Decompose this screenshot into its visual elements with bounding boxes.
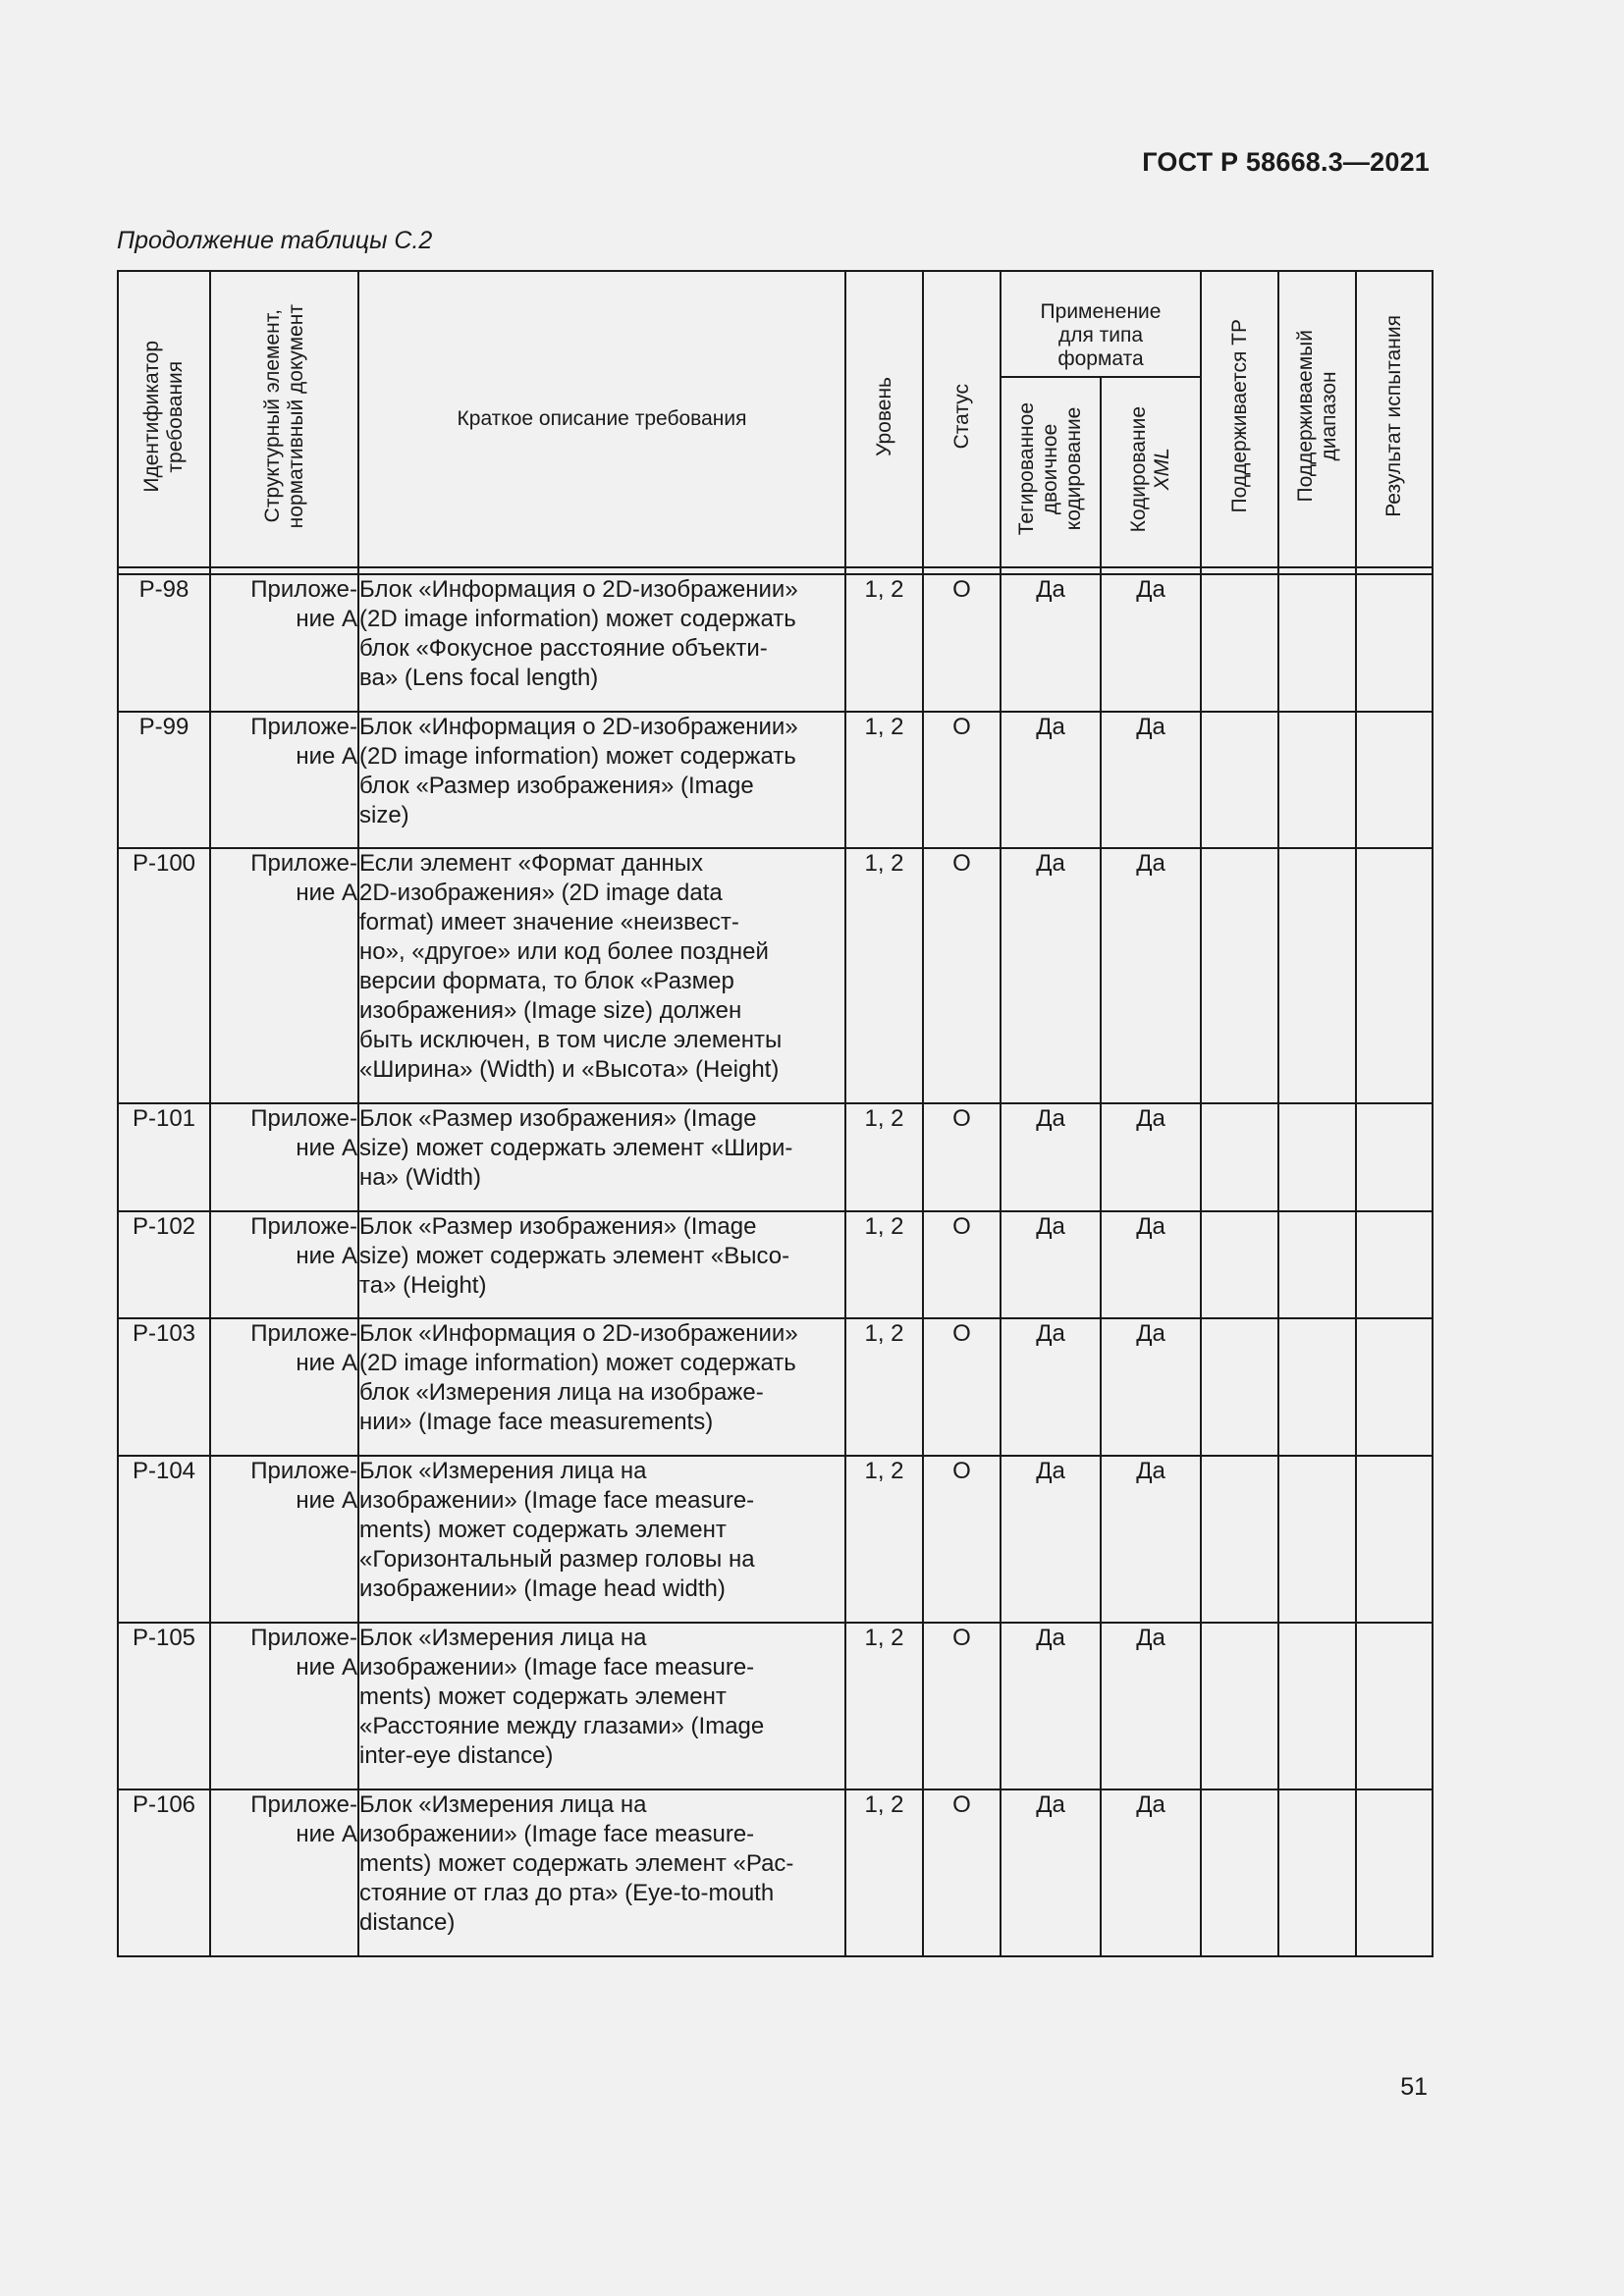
cell-element: Приложе- ние А: [210, 574, 358, 712]
cell-range: [1278, 1318, 1356, 1456]
table-row: [118, 712, 1433, 848]
col-header-result-label: Результат испытания: [1382, 315, 1405, 517]
cell-tr: [1201, 1318, 1278, 1456]
cell-binary: Да: [1001, 1211, 1101, 1318]
col-header-binary: [1001, 377, 1101, 567]
cell-description: Блок «Размер изображения» (Image size) может содержать элемент «Высо- та» (Height): [358, 1211, 845, 1318]
requirements-table: [117, 270, 1434, 1957]
cell-range: [1278, 1211, 1356, 1318]
cell-xml: Да: [1101, 574, 1201, 712]
cell-xml: Да: [1101, 1318, 1201, 1456]
cell-element: Приложе- ние А: [210, 1456, 358, 1623]
cell-description: Блок «Измерения лица на изображении» (Image face measure- ments) может содержать элемент «Расстояние между глазами» (Image inter-eye distance): [358, 1623, 845, 1789]
cell-level: 1, 2: [845, 848, 923, 1103]
cell-range: [1278, 574, 1356, 712]
cell-tr: [1201, 574, 1278, 712]
cell-xml: Да: [1101, 1103, 1201, 1211]
col-header-xml-italic: XML: [1151, 448, 1173, 491]
cell-status: О: [923, 712, 1001, 848]
table-row: [118, 1623, 1433, 1789]
table-row: [118, 1789, 1433, 1956]
cell-element: Приложе- ние А: [210, 1103, 358, 1211]
cell-xml: Да: [1101, 1456, 1201, 1623]
cell-tr: [1201, 1623, 1278, 1789]
cell-element: Приложе- ние А: [210, 1789, 358, 1956]
col-header-binary-label: Тегированное двоичное кодирование: [1015, 402, 1085, 536]
col-header-result: [1356, 271, 1433, 567]
col-header-id: [118, 271, 210, 567]
cell-result: [1356, 848, 1433, 1103]
table-row: [118, 574, 1433, 712]
cell-status: О: [923, 848, 1001, 1103]
cell-result: [1356, 1623, 1433, 1789]
cell-range: [1278, 848, 1356, 1103]
cell-id: P-98: [118, 574, 210, 712]
cell-binary: Да: [1001, 712, 1101, 848]
cell-tr: [1201, 1211, 1278, 1318]
col-header-range-label: Поддерживаемый диапазон: [1293, 330, 1340, 503]
cell-element: Приложе- ние А: [210, 1623, 358, 1789]
cell-binary: Да: [1001, 848, 1101, 1103]
cell-result: [1356, 1211, 1433, 1318]
cell-description: Блок «Измерения лица на изображении» (Image face measure- ments) может содержать элемент «Рас- стояние от глаз до рта» (Eye-to-mouth distance): [358, 1789, 845, 1956]
col-header-level-label: Уровень: [872, 376, 895, 456]
cell-xml: Да: [1101, 1623, 1201, 1789]
cell-status: О: [923, 1103, 1001, 1211]
table-row: [118, 1211, 1433, 1318]
cell-status: О: [923, 1623, 1001, 1789]
cell-xml: Да: [1101, 1211, 1201, 1318]
col-header-id-label: Идентификатор требования: [140, 340, 187, 493]
table-row: [118, 1318, 1433, 1456]
cell-result: [1356, 712, 1433, 848]
cell-range: [1278, 712, 1356, 848]
cell-element: Приложе- ние А: [210, 1211, 358, 1318]
cell-level: 1, 2: [845, 1456, 923, 1623]
cell-status: О: [923, 1456, 1001, 1623]
cell-element: Приложе- ние А: [210, 848, 358, 1103]
cell-id: P-104: [118, 1456, 210, 1623]
table-row: [118, 1103, 1433, 1211]
cell-description: Блок «Информация о 2D-изображении» (2D image information) может содержать блок «Фокусное расстояние объекти- ва» (Lens focal length): [358, 574, 845, 712]
cell-result: [1356, 574, 1433, 712]
cell-tr: [1201, 1103, 1278, 1211]
cell-xml: Да: [1101, 1789, 1201, 1956]
cell-binary: Да: [1001, 1103, 1101, 1211]
col-header-range: [1278, 271, 1356, 567]
page-number: 51: [1400, 2073, 1428, 2101]
cell-tr: [1201, 1789, 1278, 1956]
cell-description: Блок «Размер изображения» (Image size) может содержать элемент «Шири- на» (Width): [358, 1103, 845, 1211]
cell-range: [1278, 1456, 1356, 1623]
cell-result: [1356, 1456, 1433, 1623]
col-header-apply-group-label: Применение для типа формата: [1040, 300, 1162, 370]
table-caption: Продолжение таблицы С.2: [117, 227, 433, 254]
col-header-level: [845, 271, 923, 567]
col-header-description-label: Краткое описание требования: [457, 407, 747, 430]
cell-description: Блок «Информация о 2D-изображении» (2D image information) может содержать блок «Размер изображения» (Image size): [358, 712, 845, 848]
cell-result: [1356, 1789, 1433, 1956]
table-row: [118, 1456, 1433, 1623]
cell-description: Блок «Измерения лица на изображении» (Image face measure- ments) может содержать элемент «Горизонтальный размер головы на изображении» (Image head width): [358, 1456, 845, 1623]
cell-level: 1, 2: [845, 574, 923, 712]
cell-status: О: [923, 574, 1001, 712]
cell-range: [1278, 1623, 1356, 1789]
col-header-xml: [1101, 377, 1201, 567]
cell-binary: Да: [1001, 1318, 1101, 1456]
cell-description: Если элемент «Формат данных 2D-изображения» (2D image data format) имеет значение «неизвест- но», «другое» или код более поздней версии формата, то блок «Размер изображения» (Image size) должен быть исключен, в том числе элементы «Ширина» (Width) и «Высота» (Height): [358, 848, 845, 1103]
cell-tr: [1201, 848, 1278, 1103]
cell-tr: [1201, 1456, 1278, 1623]
document-id: ГОСТ Р 58668.3—2021: [1142, 147, 1430, 177]
cell-level: 1, 2: [845, 712, 923, 848]
cell-id: P-105: [118, 1623, 210, 1789]
cell-id: P-103: [118, 1318, 210, 1456]
cell-binary: Да: [1001, 1456, 1101, 1623]
cell-status: О: [923, 1318, 1001, 1456]
cell-element: Приложе- ние А: [210, 712, 358, 848]
cell-binary: Да: [1001, 574, 1101, 712]
cell-level: 1, 2: [845, 1103, 923, 1211]
cell-id: P-99: [118, 712, 210, 848]
cell-tr: [1201, 712, 1278, 848]
cell-element: Приложе- ние А: [210, 1318, 358, 1456]
col-header-status: [923, 271, 1001, 567]
cell-level: 1, 2: [845, 1789, 923, 1956]
col-header-status-label: Статус: [949, 383, 973, 450]
cell-xml: Да: [1101, 848, 1201, 1103]
cell-id: P-101: [118, 1103, 210, 1211]
cell-level: 1, 2: [845, 1211, 923, 1318]
col-header-apply-group: [1001, 271, 1201, 377]
cell-xml: Да: [1101, 712, 1201, 848]
col-header-description: [358, 271, 845, 567]
cell-description: Блок «Информация о 2D-изображении» (2D image information) может содержать блок «Измерения лица на изображе- нии» (Image face measurements): [358, 1318, 845, 1456]
cell-status: О: [923, 1789, 1001, 1956]
cell-binary: Да: [1001, 1789, 1101, 1956]
col-header-tr-label: Поддерживается ТР: [1227, 319, 1251, 513]
cell-id: P-102: [118, 1211, 210, 1318]
col-header-xml-prefix: Кодирование: [1127, 405, 1150, 533]
col-header-xml-label: [1127, 406, 1174, 532]
cell-id: P-100: [118, 848, 210, 1103]
cell-result: [1356, 1103, 1433, 1211]
cell-level: 1, 2: [845, 1318, 923, 1456]
cell-range: [1278, 1103, 1356, 1211]
cell-range: [1278, 1789, 1356, 1956]
cell-result: [1356, 1318, 1433, 1456]
col-header-tr: [1201, 271, 1278, 567]
cell-status: О: [923, 1211, 1001, 1318]
cell-binary: Да: [1001, 1623, 1101, 1789]
col-header-element-label: Структурный элемент, нормативный документ: [260, 303, 307, 529]
cell-level: 1, 2: [845, 1623, 923, 1789]
table-row: [118, 848, 1433, 1103]
col-header-element: [210, 271, 358, 567]
cell-id: P-106: [118, 1789, 210, 1956]
